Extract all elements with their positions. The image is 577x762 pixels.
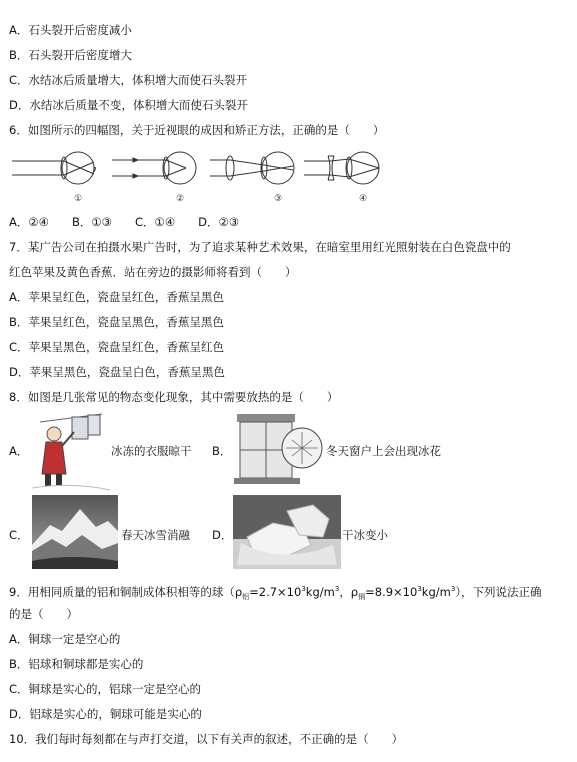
q9-option-c: C．铜球是实心的，铝球一定是空心的 <box>9 682 202 696</box>
eye-diagram-2 <box>112 152 196 184</box>
q7-option-a: A．苹果呈红色，瓷盘呈红色，香蕉呈黑色 <box>9 290 224 304</box>
dry-ice-image <box>233 495 341 569</box>
fig-label-2: ② <box>175 194 185 204</box>
q8-option-c-caption: 春天冰雪消融 <box>121 528 190 542</box>
q9-sep: ，ρ <box>339 584 359 599</box>
q7-stem-line2: 红色苹果及黄色香蕉．站在旁边的摄影师将看到（ ） <box>9 265 297 279</box>
q8-option-b-letter: B． <box>212 444 232 458</box>
q9-sub-al: 铝 <box>242 593 250 602</box>
q9-stem-mid2: =8.9×10 <box>365 584 418 599</box>
q9-stem-mid: =2.7×10 <box>249 584 302 599</box>
q7-option-b: B．苹果呈红色，瓷盘呈黑色，香蕉呈黑色 <box>9 315 224 329</box>
q5-option-d: D．水结冰后质量不变，体积增大而使石头裂开 <box>9 98 248 112</box>
eye-diagram-3 <box>210 152 294 184</box>
q9-sub-cu: 铜 <box>358 593 366 602</box>
window-frost-image <box>234 412 324 492</box>
q9-option-a: A．铜球一定是空心的 <box>9 632 121 646</box>
q6-eye-diagrams <box>8 146 400 204</box>
q9-stem-pre: 9．用相同质量的铝和铜制成体积相等的球（ρ <box>9 584 243 599</box>
q9-exp1: 3 <box>301 585 306 593</box>
q6-stem: 6．如图所示的四幅图，关于近视眼的成因和矫正方法，正确的是（ ） <box>9 123 385 137</box>
q9-exp3: 3 <box>417 585 422 593</box>
q9-unit1: kg/m <box>305 584 335 599</box>
eye-diagram-1 <box>12 152 96 184</box>
eye-diagram-4 <box>304 152 379 184</box>
q9-exp4: 3 <box>450 585 456 593</box>
q8-option-d-caption: 干冰变小 <box>342 528 388 542</box>
q9-option-d: D．铝球是实心的，铜球可能是实心的 <box>9 707 202 721</box>
q7-stem-line1: 7．某广告公司在拍摄水果广告时，为了追求某种艺术效果，在暗室里用红光照射装在白色瓷盘中的 <box>9 240 511 254</box>
fig-label-3: ③ <box>273 194 283 204</box>
q5-option-c: C．水结冰后质量增大，体积增大而使石头裂开 <box>9 73 248 87</box>
q8-option-a-caption: 冰冻的衣服晾干 <box>111 444 192 458</box>
q10-stem: 10．我们每时每刻都在与声打交道，以下有关声的叙述，不正确的是（ ） <box>9 732 404 746</box>
fig-label-4: ④ <box>358 194 368 204</box>
q9-stem-line1 <box>9 581 542 605</box>
frozen-clothes-image <box>32 412 110 492</box>
q9-unit2: kg/m <box>421 584 451 599</box>
q5-option-b: B．石头裂开后密度增大 <box>9 48 132 62</box>
q9-stem-line2: 的是（ ） <box>9 607 78 621</box>
q8-option-c-letter: C． <box>9 528 29 542</box>
q8-stem: 8．如图是几张常见的物态变化现象，其中需要放热的是（ ） <box>9 390 339 404</box>
q8-option-d-letter: D． <box>212 528 233 542</box>
fig-label-1: ① <box>73 194 83 204</box>
q7-option-d: D．苹果呈黑色，瓷盘呈白色，香蕉呈黑色 <box>9 365 225 379</box>
q8-option-a-letter: A． <box>9 444 29 458</box>
q8-option-b-caption: 冬天窗户上会出现冰花 <box>326 444 441 458</box>
q5-option-a: A．石头裂开后密度减小 <box>9 23 132 37</box>
q9-stem-post: ），下列说法正确 <box>455 584 542 599</box>
q9-exp2: 3 <box>334 585 340 593</box>
q7-option-c: C．苹果呈黑色，瓷盘呈红色，香蕉呈红色 <box>9 340 225 354</box>
q6-options: A．②④ B．①③ C．①④ D．②③ <box>9 215 240 229</box>
melting-snow-image <box>32 495 118 569</box>
q9-option-b: B．铝球和铜球都是实心的 <box>9 657 144 671</box>
